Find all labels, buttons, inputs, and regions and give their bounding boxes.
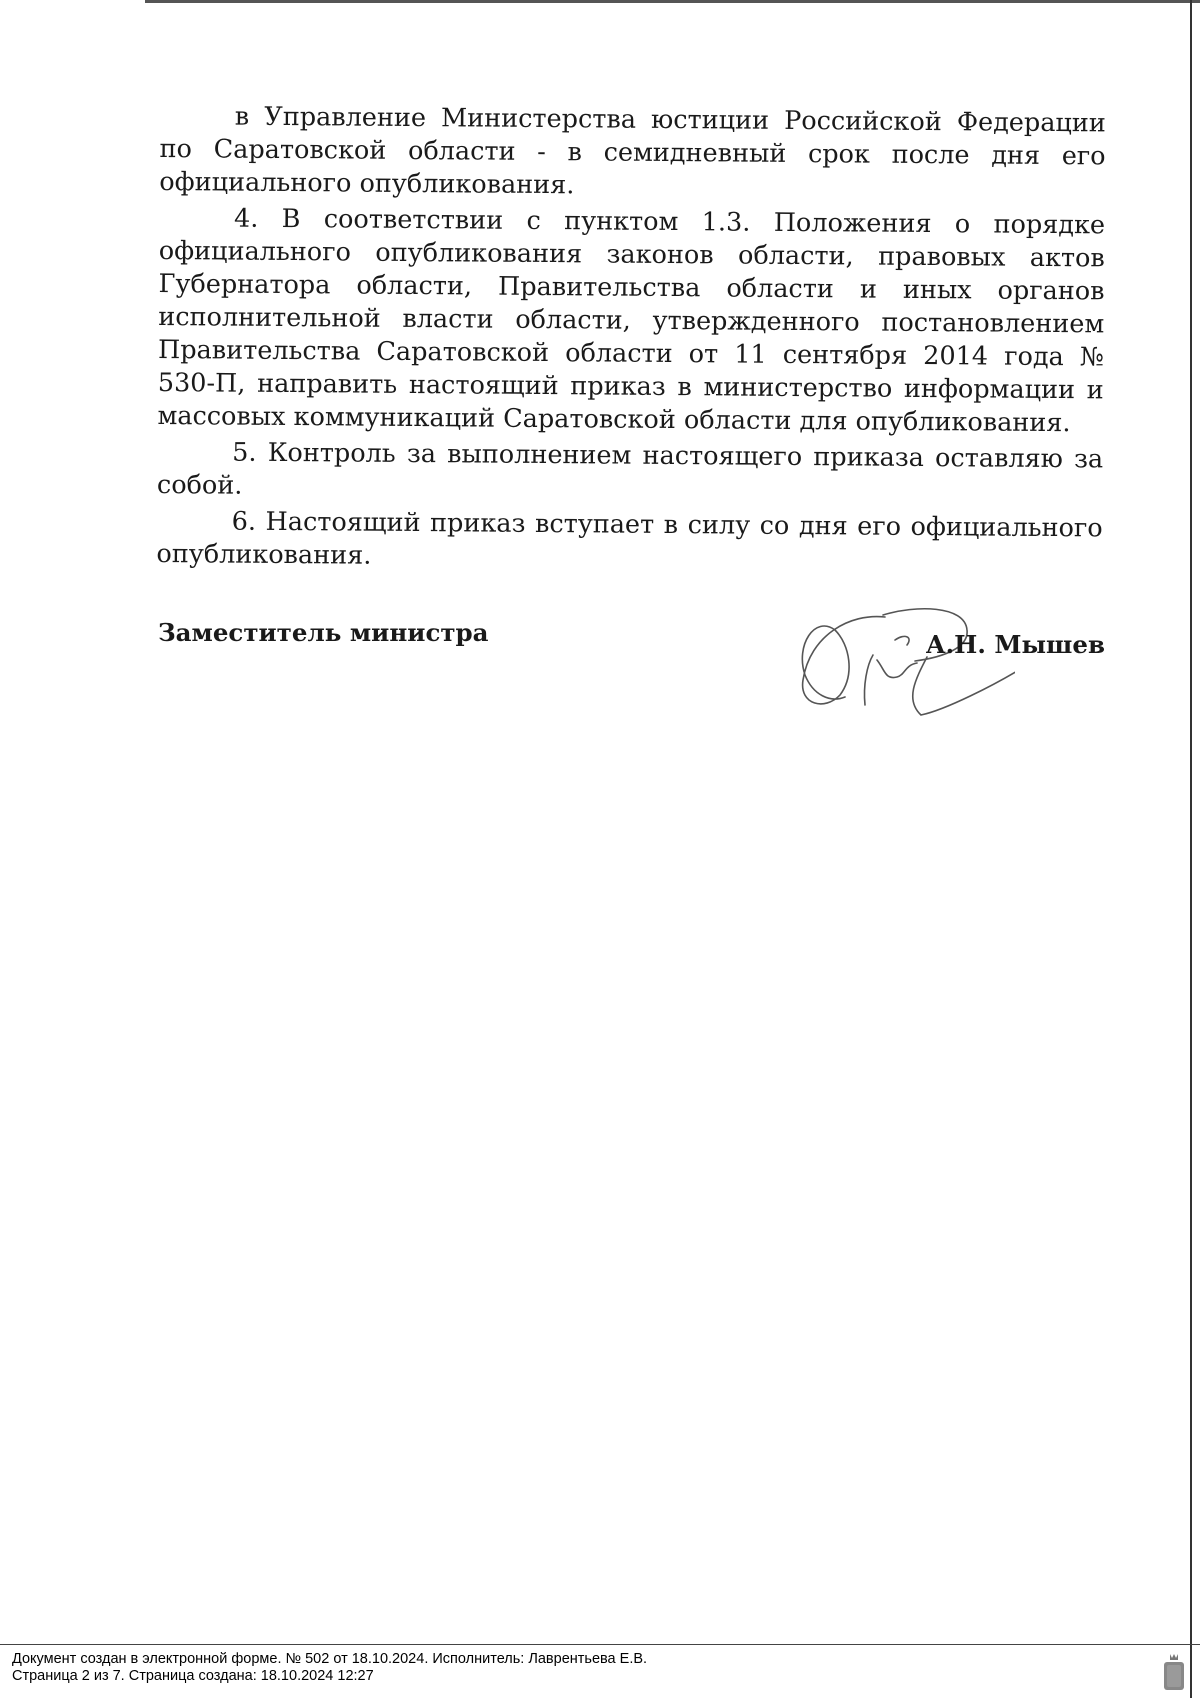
right-border-line	[1190, 0, 1192, 1698]
handwritten-signature	[755, 585, 1015, 735]
document-body	[156, 100, 1106, 581]
document-footer	[0, 1644, 1200, 1699]
top-border-line	[145, 0, 1200, 3]
footer-line-1: Документ создан в электронной форме. № 502 от 18.10.2024. Исполнитель: Лаврентьева Е.В.	[12, 1651, 648, 1667]
paragraph-continuation: в Управление Министерства юстиции Российской Федерации по Саратовской области - в семидневный срок после дня его официального опубликования.	[159, 101, 1106, 201]
paragraph-6: 6. Настоящий приказ вступает в силу со дня его официального опубликования.	[156, 506, 1103, 571]
signer-position: Заместитель министра	[158, 618, 489, 647]
signature-block	[155, 600, 1105, 730]
signer-name: А.Н. Мышев	[925, 630, 1105, 659]
paragraph-5: 5. Контроль за выполнением настоящего приказа оставляю за собой.	[156, 437, 1104, 501]
footer-line-2: Страница 2 из 7. Страница создана: 18.10.2024 12:27	[12, 1668, 374, 1684]
footer-text	[12, 1651, 647, 1685]
coat-of-arms-icon	[1162, 1652, 1186, 1692]
paragraph-4: 4. В соответствии с пунктом 1.3. Положения о порядке официального опубликования законов области, правовых актов Губернатора области, Правительства области и иных органов исполнительной власти области, утвержденного постановлением Правительства Саратовской области от 11 сентября 2014 года № 530-П, направить настоящий приказ в министерство информации и массовых коммуникаций Саратовской области для опубликования.	[157, 203, 1106, 439]
